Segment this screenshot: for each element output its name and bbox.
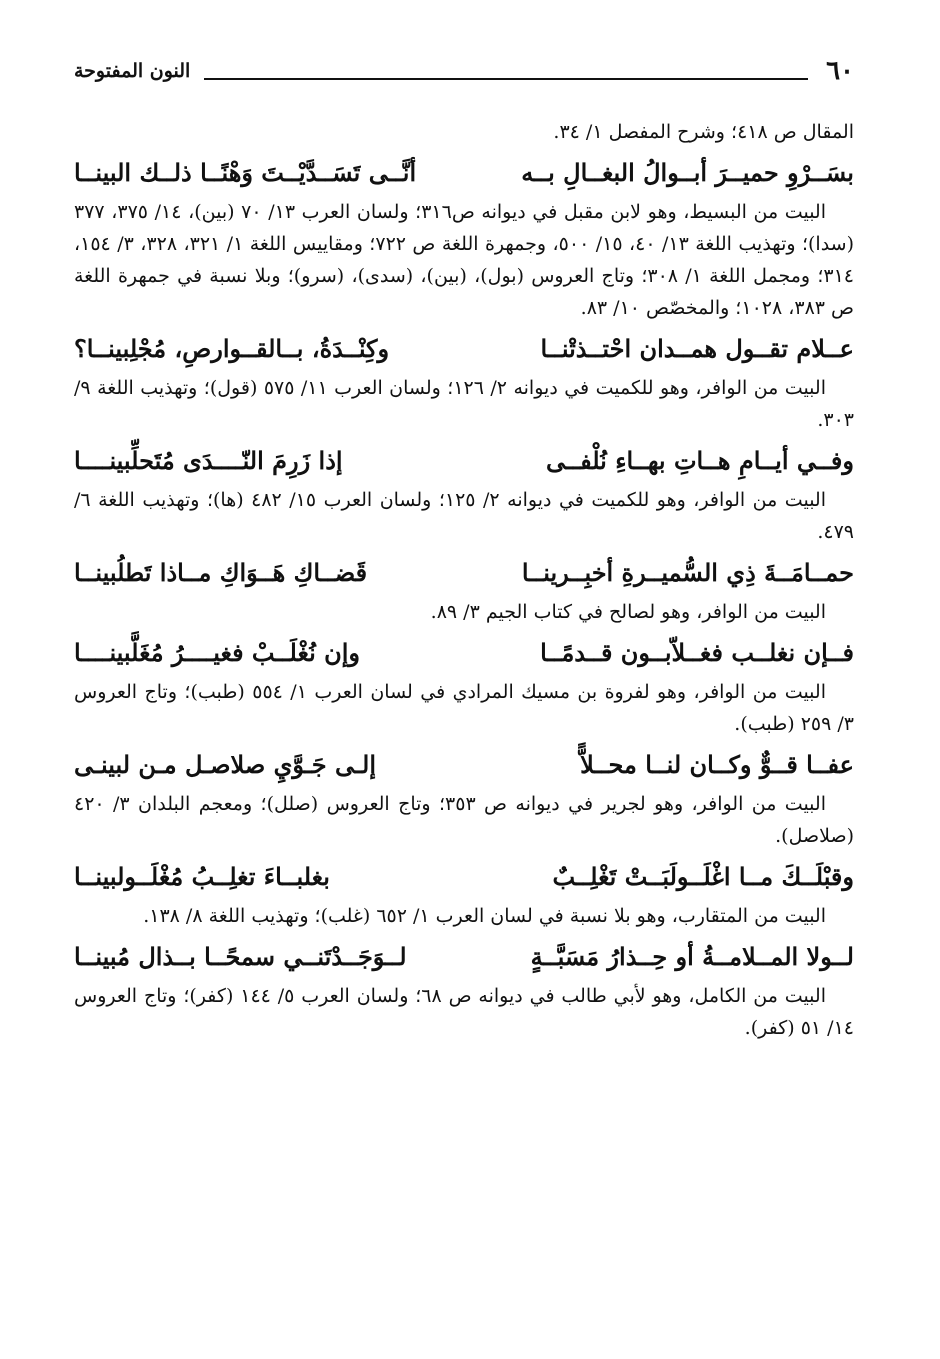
verse-commentary: البيت من البسيط، وهو لابن مقبل في ديوانه ص٣١٦؛ ولسان العرب ١٣/ ٧٠ (بين)، ١٤/ ٣٧٥، ٣٧٧ (سدا)؛ وتهذيب اللغة ١٣/ ٤٠، ١٥/ ٥٠٠، وجمهرة اللغة ص ٧٢٢؛ ومقاييس اللغة ١/ ٣٢١، ٣٢٨، ٣/ ١٥٤، ٣١٤؛ ومجمل اللغة ١/ ٣٠٨؛ وتاج العروس (بول)، (بين)، (سدى)، (سرو)؛ وبلا نسبة في جمهرة اللغة ص ٣٨٣، ١٠٢٨؛ والمخصّص ١٠/ ٨٣. [74, 201, 855, 319]
verse-first-hemistich: فــإن نغلــب فغــلاّبــون قــدمًــا [540, 638, 854, 667]
verse-commentary: البيت من الوافر، وهو لصالح في كتاب الجيم ٣/ ٨٩. [430, 601, 826, 623]
verse [74, 636, 854, 670]
verse-entry [74, 940, 854, 1044]
page-header [74, 56, 854, 86]
header-rule [204, 78, 808, 80]
verse-first-hemistich: عــلام تقــول همــدان احْتــذتْنــا [540, 334, 854, 363]
verse-first-hemistich: بسَــرْوِ حميــرَ أبــوالُ البغــالِ بــه [521, 158, 854, 187]
verse-commentary: البيت من الوافر، وهو للكميت في ديوانه ٢/ ١٢٦؛ ولسان العرب ١١/ ٥٧٥ (قول)؛ وتهذيب اللغة ٩/ ٣٠٣. [74, 377, 854, 431]
verse [74, 556, 854, 590]
verse [74, 156, 854, 190]
verse-commentary: البيت من الوافر، وهو لجرير في ديوانه ص ٣٥٣؛ وتاج العروس (صلل)؛ ومعجم البلدان ٣/ ٤٢٠ (صلاصل). [74, 793, 854, 847]
verse-second-hemistich: قَضــاكِ هَــوَاكِ مــاذا تَطلُبينــا [74, 558, 368, 587]
verse-entry [74, 444, 854, 548]
page-number: ٦٠ [826, 56, 854, 86]
verse-second-hemistich: إذا زَرِمَ النّــــدَى مُتَحلِّبينــــا [74, 446, 343, 475]
verse-entry [74, 332, 854, 436]
verse-second-hemistich: لــوَجَــدْتَنــي سمحًــا بــذال مُبينــا [74, 942, 407, 971]
running-title: النون المفتوحة [74, 60, 191, 82]
verse-second-hemistich: إلـى جَـوَّيِ صلاصـل مـن لبينـى [74, 750, 377, 779]
verse-commentary: البيت من الوافر، وهو لفروة بن مسيك المرادي في لسان العرب ١/ ٥٥٤ (طبب)؛ وتاج العروس ٣/ ٢٥٩ (طبب). [74, 681, 854, 735]
verse [74, 860, 854, 894]
page-body [74, 116, 854, 1048]
verse-second-hemistich: وكِنْــدَةُ، بــالقــوارصِ، مُجْلِبينــا؟ [74, 334, 390, 363]
verse-commentary: البيت من المتقارب، وهو بلا نسبة في لسان العرب ١/ ٦٥٢ (غلب)؛ وتهذيب اللغة ٨/ ١٣٨. [143, 905, 826, 927]
verse [74, 748, 854, 782]
verse-entry [74, 156, 854, 324]
verse-second-hemistich: أنَّــى تَسَــدَّيْــتَ وَهْنًــا ذلــك البينــا [74, 158, 417, 187]
verse-commentary: البيت من الكامل، وهو لأبي طالب في ديوانه ص ٦٨؛ ولسان العرب ٥/ ١٤٤ (كفر)؛ وتاج العروس ١٤/ ٥١ (كفر). [74, 985, 854, 1039]
verse-first-hemistich: وقبْلَــكَ مــا اغْلَــولَبَــتْ تَغْلِــبٌ [552, 862, 854, 891]
intro-line: المقال ص ٤١٨؛ وشرح المفصل ١/ ٣٤. [553, 121, 854, 143]
verse-entry [74, 636, 854, 740]
verse-second-hemistich: بغلبــاءَ تغلِــبُ مُغْلَــولبينــا [74, 862, 330, 891]
verse-first-hemistich: وفــي أيــامِ هــاتِ بهــاءِ نُلْفــى [546, 446, 854, 475]
verse [74, 444, 854, 478]
verse-entry [74, 748, 854, 852]
verse-second-hemistich: وإن نُغْلَــبْ فغيــــرُ مُغَلَّبينــــا [74, 638, 360, 667]
verse-first-hemistich: عفــا قــوٌّ وكــان لنــا محــلاًّ [580, 750, 854, 779]
verse-entry [74, 860, 854, 932]
verse-first-hemistich: لــولا المــلامــةُ أو حِــذارُ مَسَبَّــةٍ [530, 942, 854, 971]
verse [74, 332, 854, 366]
verse [74, 940, 854, 974]
verse-commentary: البيت من الوافر، وهو للكميت في ديوانه ٢/ ١٢٥؛ ولسان العرب ١٥/ ٤٨٢ (ها)؛ وتهذيب اللغة ٦/ ٤٧٩. [74, 489, 854, 543]
verse-entry [74, 556, 854, 628]
verse-first-hemistich: حمــامَــةَ ذِي السُّميــرةِ أخبِــرينــا [521, 558, 854, 587]
